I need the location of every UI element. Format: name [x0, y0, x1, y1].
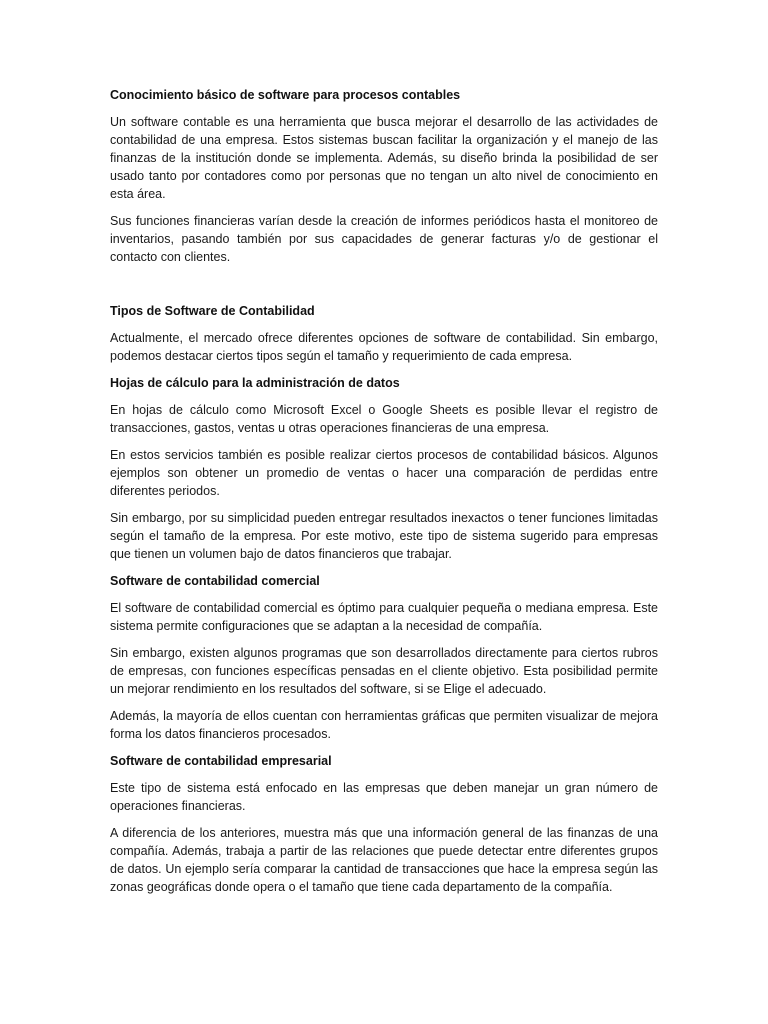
spreadsheets-paragraph-1: En hojas de cálculo como Microsoft Excel o Google Sheets es posible llevar el registro de transacciones, gastos, ventas u otras operaciones financieras de una empresa. — [110, 403, 658, 435]
enterprise-heading: Software de contabilidad empresarial — [110, 754, 332, 768]
commercial-paragraph-1: El software de contabilidad comercial es óptimo para cualquier pequeña o mediana empresa. Este sistema permite configuraciones que se adaptan a la necesidad de compañía. — [110, 601, 658, 633]
section-gap — [110, 275, 658, 302]
spreadsheets-heading: Hojas de cálculo para la administración de datos — [110, 376, 400, 390]
intro-paragraph-1: Un software contable es una herramienta que busca mejorar el desarrollo de las actividades de contabilidad de una empresa. Estos sistemas buscan facilitar la organización y el manejo de las finanzas de la institución donde se implementa. Además, su diseño brinda la posibilidad de ser usado tanto por contadores como por personas que no tengan un alto nivel de conocimiento en esta área. — [110, 115, 658, 201]
enterprise-paragraph-1: Este tipo de sistema está enfocado en las empresas que deben manejar un gran número de operaciones financieras. — [110, 781, 658, 813]
intro-paragraph-2: Sus funciones financieras varían desde la creación de informes periódicos hasta el monitoreo de inventarios, pasando también por sus capacidades de generar facturas y/o de gestionar el contacto con clientes. — [110, 214, 658, 264]
spreadsheets-paragraph-3: Sin embargo, por su simplicidad pueden entregar resultados inexactos o tener funciones limitadas según el tamaño de la empresa. Por este motivo, este tipo de sistema sugerido para empresas que tienen un volumen bajo de datos financieros que trabajar. — [110, 511, 658, 561]
document-body — [110, 86, 658, 905]
spreadsheets-paragraph-2: En estos servicios también es posible realizar ciertos procesos de contabilidad básicos. Algunos ejemplos son obtener un promedio de ventas o hacer una comparación de perdidas entre diferentes periodos. — [110, 448, 658, 498]
enterprise-paragraph-2: A diferencia de los anteriores, muestra más que una información general de las finanzas de una compañía. Además, trabaja a partir de las relaciones que puede detectar entre diferentes grupos de datos. Un ejemplo sería comparar la cantidad de transacciones que hace la empresa según las zonas geográficas donde opera o el tamaño que tiene cada departamento de la compañía. — [110, 826, 658, 894]
types-paragraph: Actualmente, el mercado ofrece diferentes opciones de software de contabilidad. Sin embargo, podemos destacar ciertos tipos según el tamaño y requerimiento de cada empresa. — [110, 331, 658, 363]
commercial-heading: Software de contabilidad comercial — [110, 574, 320, 588]
commercial-paragraph-3: Además, la mayoría de ellos cuentan con herramientas gráficas que permiten visualizar de mejora forma los datos financieros procesados. — [110, 709, 658, 741]
commercial-paragraph-2: Sin embargo, existen algunos programas que son desarrollados directamente para ciertos rubros de empresas, con funciones específicas pensadas en el cliente objetivo. Esta posibilidad permite un mejorar rendimiento en los resultados del software, si se Elige el adecuado. — [110, 646, 658, 696]
document-title: Conocimiento básico de software para procesos contables — [110, 88, 461, 102]
types-heading: Tipos de Software de Contabilidad — [110, 304, 315, 318]
